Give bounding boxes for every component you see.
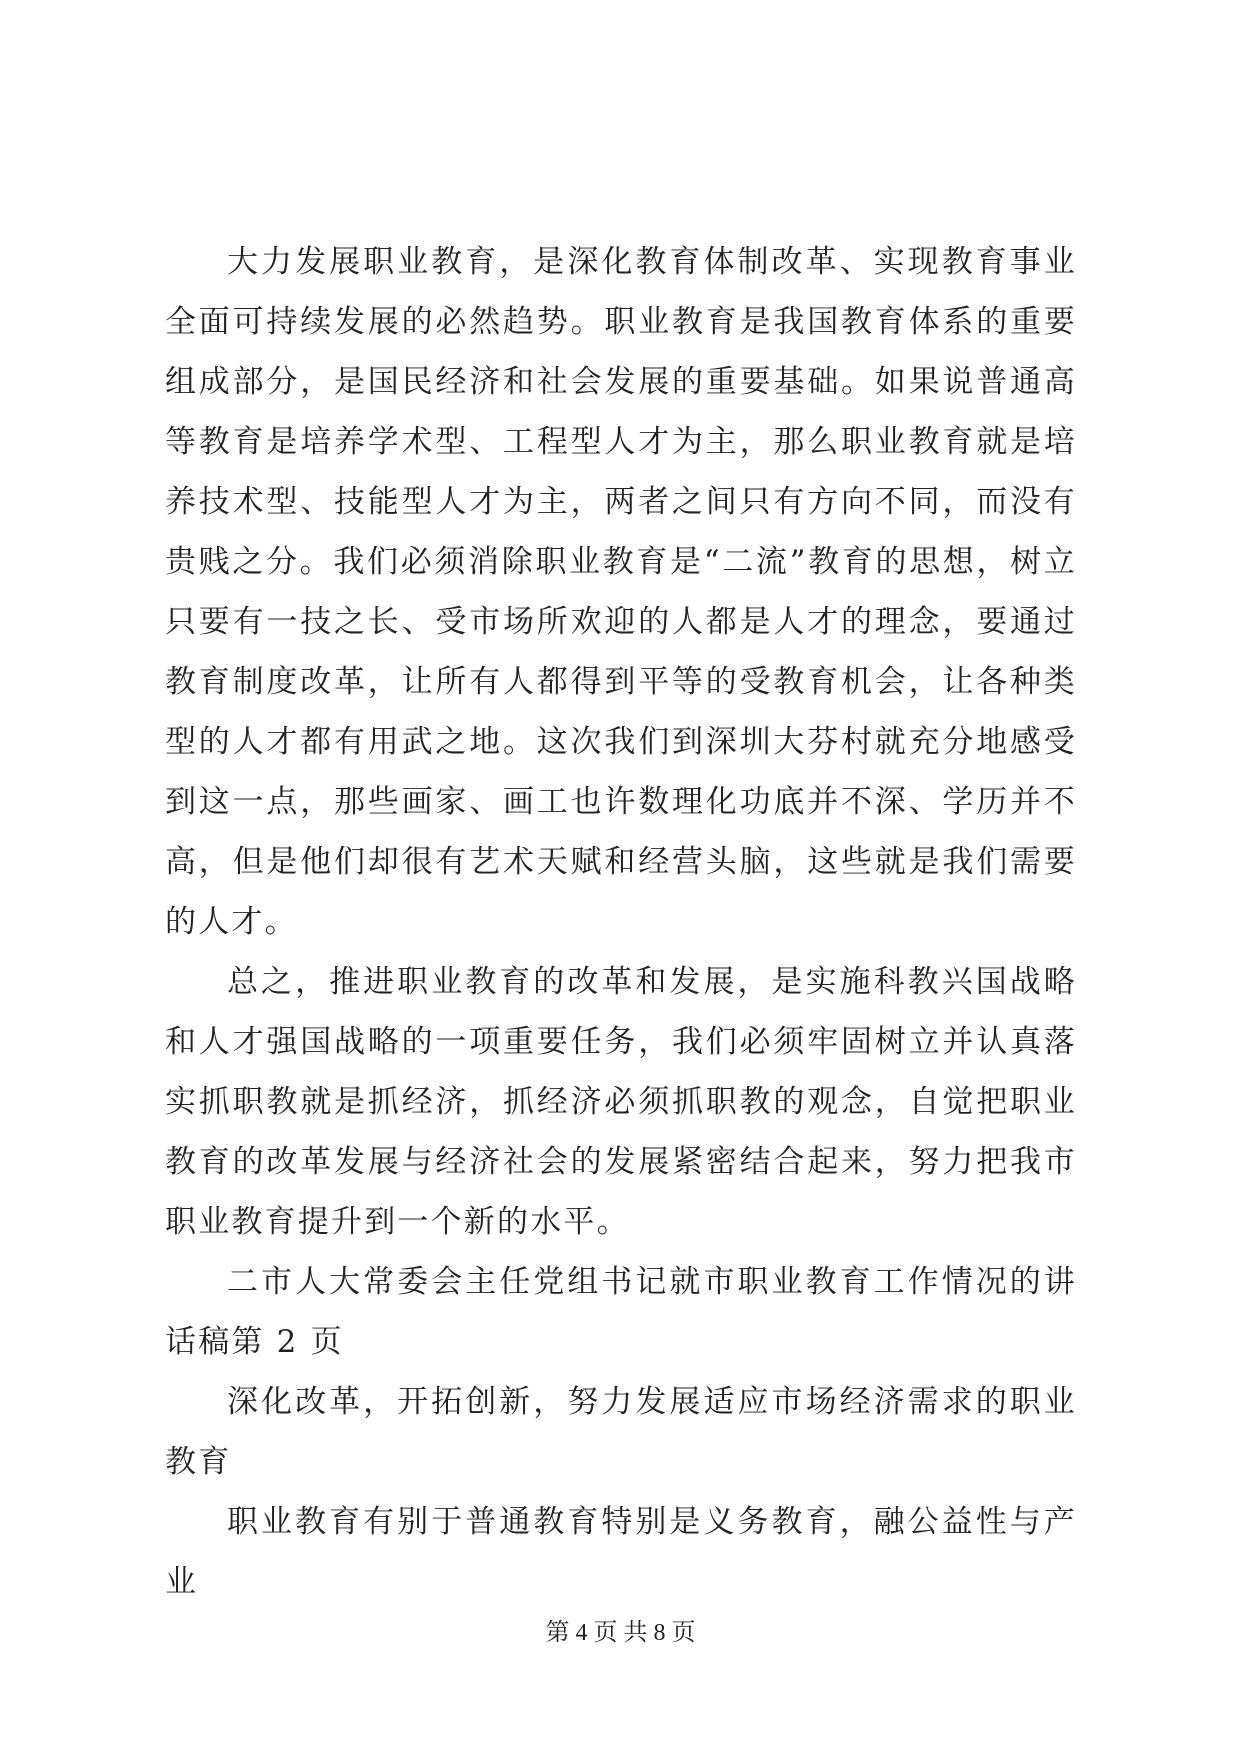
paragraph-section-heading: 深化改革，开拓创新，努力发展适应市场经济需求的职业教育 (165, 1384, 1077, 1480)
page-number-footer: 第 4 页 共 8 页 (545, 1620, 696, 1646)
paragraph-speech-title: 二市人大常委会主任党组书记就市职业教育工作情况的讲话稿第 2 页 (165, 1264, 1077, 1360)
paragraph-vocational-education-importance: 大力发展职业教育，是深化教育体制改革、实现教育事业全面可持续发展的必然趋势。职业教育是我国教育体系的重要组成部分，是国民经济和社会发展的重要基础。如果说普通高等教育是培养学术型、工程型人才为主，那么职业教育就是培养技术型、技能型人才为主，两者之间只有方向不同，而没有贵贱之分。我们必须消除职业教育是“二流”教育的思想，树立只要有一技之长、受市场所欢迎的人都是人才的理念，要通过教育制度改革，让所有人都得到平等的受教育机会，让各种类型的人才都有用武之地。这次我们到深圳大芬村就充分地感受到这一点，那些画家、画工也许数理化功底并不深、学历并不高，但是他们却很有艺术天赋和经营头脑，这些就是我们需要的人才。 (165, 244, 1077, 940)
paragraph-summary: 总之，推进职业教育的改革和发展，是实施科教兴国战略和人才强国战略的一项重要任务，我们必须牢固树立并认真落实抓职教就是抓经济，抓经济必须抓职教的观念，自觉把职业教育的改革发展与经济社会的发展紧密结合起来，努力把我市职业教育提升到一个新的水平。 (165, 964, 1077, 1240)
paragraph-vocational-vs-general: 职业教育有别于普通教育特别是义务教育，融公益性与产业 (165, 1504, 1077, 1600)
document-body (165, 232, 1077, 1612)
